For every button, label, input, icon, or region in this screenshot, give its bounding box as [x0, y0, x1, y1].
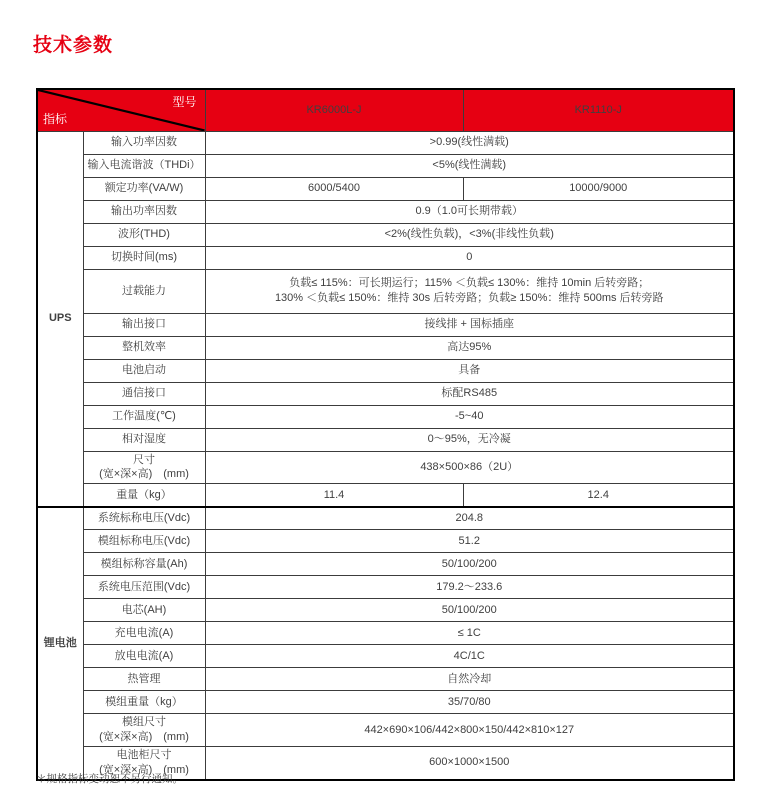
table-row	[37, 691, 734, 714]
row-label: 放电电流(A)	[83, 645, 205, 668]
row-label: 过载能力	[83, 269, 205, 313]
row-value: 179.2～233.6	[205, 576, 734, 599]
row-label: 输出接口	[83, 313, 205, 336]
row-value-line: 130% ＜负载≤ 150%：维持 30s 后转旁路；负载≥ 150%：维持 500ms 后转旁路	[274, 292, 664, 304]
table-row	[37, 484, 734, 507]
table-row	[37, 451, 734, 484]
spec-table-body	[37, 131, 734, 780]
table-row	[37, 714, 734, 747]
row-value: 高达95%	[205, 336, 734, 359]
row-value: -5~40	[205, 405, 734, 428]
table-row	[37, 336, 734, 359]
table-row	[37, 269, 734, 313]
row-label: 输入电流谐波（THDi）	[83, 154, 205, 177]
row-value: <2%(线性负载)，<3%(非线性负载)	[205, 223, 734, 246]
row-label-line: 模组尺寸	[122, 716, 166, 729]
row-label: 相对湿度	[83, 428, 205, 451]
row-value: 0～95%，无冷凝	[205, 428, 734, 451]
row-label: 模组标称电压(Vdc)	[83, 530, 205, 553]
row-label: 输出功率因数	[83, 200, 205, 223]
table-row	[37, 668, 734, 691]
row-value: 35/70/80	[205, 691, 734, 714]
row-label: 输入功率因数	[83, 131, 205, 154]
row-label: 整机效率	[83, 336, 205, 359]
row-value: 11.4	[205, 484, 463, 507]
row-label: 波形(THD)	[83, 223, 205, 246]
row-label: 工作温度(℃)	[83, 405, 205, 428]
section-label: 锂电池	[37, 507, 83, 780]
row-value	[205, 269, 734, 313]
row-label	[83, 451, 205, 484]
row-label: 热管理	[83, 668, 205, 691]
footnote: ＊规格指标变动恕不另行通知。	[36, 773, 183, 785]
table-row	[37, 405, 734, 428]
table-row	[37, 223, 734, 246]
table-row	[37, 622, 734, 645]
row-value: 标配RS485	[205, 382, 734, 405]
table-row	[37, 154, 734, 177]
model-header-kr1110-j: KR1110-J	[463, 89, 734, 131]
row-value: 10000/9000	[463, 177, 734, 200]
model-header-kr6000l-j: KR6000L-J	[205, 89, 463, 131]
row-label: 系统电压范围(Vdc)	[83, 576, 205, 599]
row-label: 模组重量（kg）	[83, 691, 205, 714]
corner-cell	[37, 89, 205, 131]
table-row	[37, 553, 734, 576]
row-label: 重量（kg）	[83, 484, 205, 507]
row-label-line: 尺寸	[133, 453, 155, 466]
table-row	[37, 131, 734, 154]
row-label: 电池启动	[83, 359, 205, 382]
table-row	[37, 246, 734, 269]
row-value: >0.99(线性满载)	[205, 131, 734, 154]
row-value-line: 负载≤ 115%：可长期运行；115% ＜负载≤ 130%：维持 10min 后转旁路；	[289, 277, 650, 290]
table-row	[37, 599, 734, 622]
page-title: 技术参数	[33, 35, 114, 56]
row-label	[83, 714, 205, 747]
row-value: 0	[205, 246, 734, 269]
corner-model-label: 型号	[172, 95, 197, 109]
row-value: 50/100/200	[205, 599, 734, 622]
table-header-row	[37, 89, 734, 131]
table-row	[37, 576, 734, 599]
row-value: 204.8	[205, 507, 734, 530]
row-value: <5%(线性满载)	[205, 154, 734, 177]
row-label: 电芯(AH)	[83, 599, 205, 622]
row-value: 600×1000×1500	[205, 746, 734, 779]
table-row	[37, 507, 734, 530]
row-label: 切换时间(ms)	[83, 246, 205, 269]
table-row	[37, 382, 734, 405]
row-label-line: (宽×深×高) (mm)	[99, 468, 189, 481]
row-value: 接线排 + 国标插座	[205, 313, 734, 336]
table-row	[37, 530, 734, 553]
row-label: 额定功率(VA/W)	[83, 177, 205, 200]
row-label: 模组标称容量(Ah)	[83, 553, 205, 576]
table-row	[37, 645, 734, 668]
row-label-line: (宽×深×高) (mm)	[99, 763, 189, 776]
row-value: 4C/1C	[205, 645, 734, 668]
row-value: 50/100/200	[205, 553, 734, 576]
row-label-line: (宽×深×高) (mm)	[99, 731, 189, 744]
row-value: 438×500×86（2U）	[205, 451, 734, 484]
table-row	[37, 428, 734, 451]
table-row	[37, 313, 734, 336]
row-value: 6000/5400	[205, 177, 463, 200]
row-value: 12.4	[463, 484, 734, 507]
row-value: 0.9（1.0可长期带载）	[205, 200, 734, 223]
row-value: ≤ 1C	[205, 622, 734, 645]
row-label: 充电电流(A)	[83, 622, 205, 645]
row-value: 自然冷却	[205, 668, 734, 691]
section-label: UPS	[37, 131, 83, 507]
table-row	[37, 359, 734, 382]
row-value: 具备	[205, 359, 734, 382]
row-value: 442×690×106/442×800×150/442×810×127	[205, 714, 734, 747]
row-label: 系统标称电压(Vdc)	[83, 507, 205, 530]
table-row	[37, 177, 734, 200]
row-label: 通信接口	[83, 382, 205, 405]
row-label-line: 电池柜尺寸	[116, 748, 172, 761]
table-row	[37, 200, 734, 223]
corner-indicator-label: 指标	[43, 112, 68, 127]
row-value: 51.2	[205, 530, 734, 553]
spec-table	[36, 88, 735, 781]
